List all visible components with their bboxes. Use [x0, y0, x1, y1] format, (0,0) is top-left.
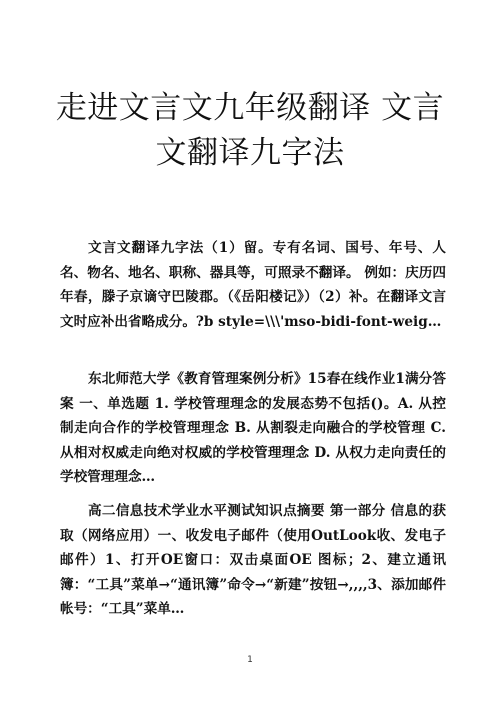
document-title: 走进文言文九年级翻译 文言文翻译九字法: [55, 90, 445, 171]
paragraph-education-management: 东北师范大学《教育管理案例分析》15春在线作业1满分答案 一、单选题 1. 学校管理理念的发展态势不包括()。A. 从控制走向合作的学校管理理念 B. 从割裂走向融合的学校管理 C. 从相对权威走向绝对权威的学校管理理念 D. 从权力走向责任的学校管理理念…: [60, 371, 446, 486]
paragraph-information-technology: 高二信息技术学业水平测试知识点摘要 第一部分 信息的获取（网络应用）一、收发电子邮件（使用OutLook收、发电子邮件）1、打开OE窗口：双击桌面OE 图标；2、建立通讯簿：“工具”菜单→“通讯簿”命令→“新建”按钮→,,,,3、添加邮件帐号：“工具”菜单…: [60, 503, 446, 618]
paragraph-classical-chinese-translation: 文言文翻译九字法（1）留。专有名词、国号、年号、人名、物名、地名、职称、器具等，可照录不翻译。 例如：庆历四年春，滕子京谪守巴陵郡。（《岳阳楼记》）（2）补。在翻译文言文时应补出省略成分。?b style=\\\'mso-bidi-font-weig…: [60, 240, 446, 330]
page-number: 1: [247, 655, 253, 665]
